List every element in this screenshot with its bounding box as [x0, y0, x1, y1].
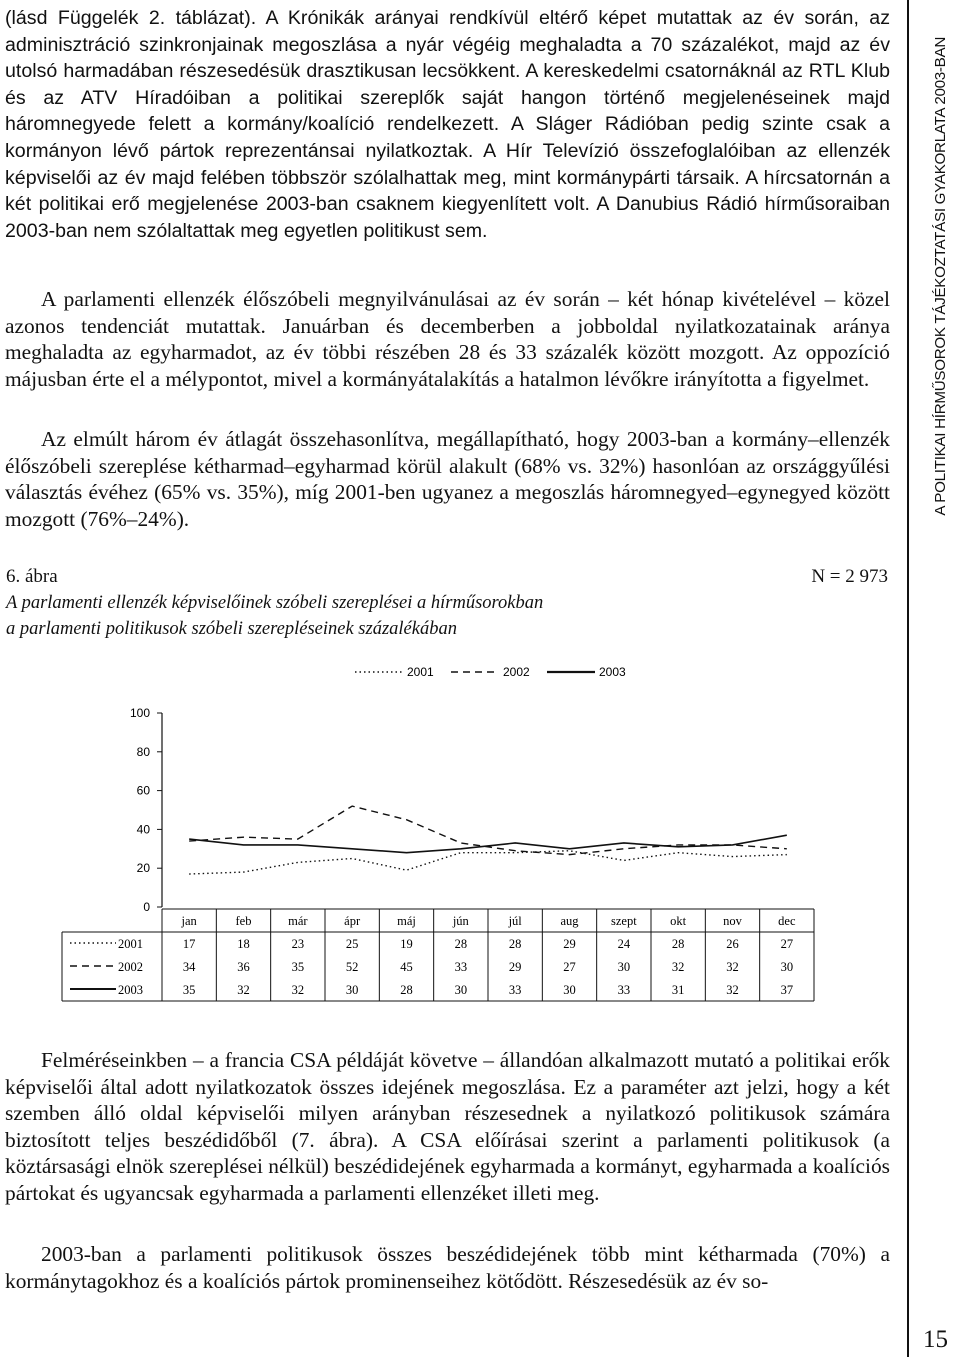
paragraph-3: Az elmúlt három év átlagát összehasonlítva, megállapítható, hogy 2003-ban a kormány–ellenzék élőszóbeli szereplése kétharmad–egyharmad körül alakult (68% vs. 32%) hasonlóan az országgyűlési választás évéhez (65% vs. 35%), míg 2001-ben ugyanez a megoszlás háromnegyed–egynegyed között mozgott (76%–24%). [5, 427, 890, 531]
table-cell-2002: 34 [182, 960, 196, 974]
y-tick-label: 60 [136, 783, 150, 798]
table-cell-2001: 17 [182, 937, 196, 951]
figure-label: 6. ábra [6, 566, 58, 587]
table-cell-2002: 33 [454, 960, 468, 974]
y-tick-label: 80 [136, 744, 150, 759]
x-tick-label: júl [508, 914, 522, 928]
x-tick-label: szept [610, 914, 637, 928]
table-cell-2003: 33 [617, 983, 631, 997]
table-cell-2001: 28 [454, 937, 468, 951]
running-header: A POLITIKAI HÍRMŰSOROK TÁJÉKOZTATÁSI GYAKORLATA 2003-BAN [931, 37, 949, 516]
x-tick-label: jan [181, 914, 197, 928]
table-cell-2002: 36 [237, 960, 250, 974]
table-cell-2003: 32 [237, 983, 250, 997]
table-cell-2003: 30 [563, 983, 576, 997]
x-tick-label: jún [452, 914, 469, 928]
table-cell-2002: 29 [508, 960, 522, 974]
table-row-label-2002: 2002 [118, 960, 143, 974]
table-cell-2003: 28 [400, 983, 413, 997]
table-row-label-2003: 2003 [118, 983, 143, 997]
x-tick-label: okt [670, 914, 687, 928]
y-tick-label: 40 [136, 822, 150, 837]
table-cell-2002: 32 [671, 960, 685, 974]
legend-label-2003: 2003 [599, 665, 626, 679]
figure-sample-size: N = 2 973 [811, 566, 888, 587]
x-tick-label: dec [778, 914, 796, 928]
series-line-2002 [189, 806, 787, 855]
y-tick-label: 100 [129, 706, 150, 720]
x-tick-label: ápr [344, 914, 361, 928]
table-cell-2001: 28 [671, 937, 685, 951]
x-tick-label: máj [397, 914, 416, 928]
margin-rule [907, 0, 909, 1357]
table-cell-2001: 28 [508, 937, 522, 951]
paragraph-2: A parlamenti ellenzék élőszóbeli megnyilvánulásai az év során – két hónap kivételével – közel azonos tendenciát mutattak. Januárban és decemberben a jobboldal nyilatkozatainak aránya meghaladta az egyharmadot, az év többi részében 28 és 33 százalék között mozgott. Az oppozíció májusban érte el a mélypontot, mivel a kormányátalakítás a hatalmon lévőkre irányította a figyelmet. [5, 287, 890, 391]
table-cell-2003: 35 [182, 983, 196, 997]
x-tick-label: nov [723, 914, 742, 928]
table-cell-2001: 23 [291, 937, 305, 951]
legend-label-2001: 2001 [407, 665, 434, 679]
table-cell-2001: 25 [345, 937, 359, 951]
paragraph-5: 2003-ban a parlamenti politikusok összes beszédidejének több mint kétharmada (70%) a kormánytagokhoz és a koalíciós pártok prominenseihez kötődött. Részesedésük az év so- [5, 1242, 890, 1293]
table-cell-2002: 30 [780, 960, 794, 974]
x-tick-label: aug [560, 914, 579, 928]
table-cell-2003: 37 [780, 983, 794, 997]
table-cell-2003: 30 [454, 983, 468, 997]
x-tick-label: feb [235, 914, 252, 928]
figure-subtitle: a parlamenti politikusok szóbeli szerepléseinek százalékában [6, 619, 457, 639]
table-cell-2003: 32 [291, 983, 305, 997]
table-cell-2003: 31 [671, 983, 685, 997]
paragraph-4: Felméréseinkben – a francia CSA példáját követve – állandóan alkalmazott mutató a politikai erők képviselői által adott nyilatkozatok összes idejének megoszlása. Ez a paraméter azt jelzi, hogy a két szemben álló oldal képviselői milyen arányban részesednek a nyilatkozó politikusok számára biztosított teljes beszédidőből (7. ábra). A CSA előírásai szerint a parlamenti politikusok (a köztársasági elnök szereplései nélkül) beszédidejének egyharmada a kormányt, egyharmada a koalíciós pártokat és ugyancsak egyharmada a parlamenti ellenzéket illeti meg. [5, 1048, 890, 1205]
y-tick-label: 0 [143, 900, 150, 914]
table-cell-2002: 30 [617, 960, 631, 974]
table-cell-2003: 33 [508, 983, 522, 997]
table-cell-2001: 27 [780, 937, 794, 951]
y-tick-label: 20 [136, 861, 150, 876]
table-cell-2002: 45 [400, 960, 413, 974]
table-cell-2001: 24 [617, 937, 631, 951]
legend-label-2002: 2002 [503, 665, 530, 679]
line-chart [0, 655, 900, 1015]
table-cell-2001: 19 [400, 937, 413, 951]
table-cell-2003: 32 [726, 983, 739, 997]
table-cell-2001: 26 [726, 937, 739, 951]
series-line-2001 [189, 851, 787, 874]
table-row-label-2001: 2001 [118, 937, 143, 951]
table-cell-2001: 29 [563, 937, 576, 951]
page-number: 15 [923, 1326, 948, 1353]
table-cell-2002: 32 [726, 960, 739, 974]
figure-title: A parlamenti ellenzék képviselőinek szóbeli szereplései a hírműsorokban [6, 593, 544, 613]
table-cell-2002: 27 [563, 960, 576, 974]
x-tick-label: már [288, 914, 308, 928]
table-cell-2002: 35 [291, 960, 305, 974]
table-cell-2001: 18 [237, 937, 250, 951]
table-cell-2002: 52 [345, 960, 359, 974]
paragraph-1: (lásd Függelék 2. táblázat). A Krónikák arányai rendkívül eltérő képet mutattak az év során, az adminisztráció szinkronjainak megoszlása a nyár végéig meghaladta a 70 százalékot, majd az év utolsó harmadában részesedésük drasztikusan lecsökkent. A kereskedelmi csatornáknál az RTL Klub és az ATV Híradóiban a politikai szereplők saját hangon történő megjelenéseinek majd háromnegyede felett a kormány/koalíció rendelkezett. A Sláger Rádióban pedig szinte csak a kormányon lévő pártok reprezentánsai nyilatkoztak. A Hír Televízió összefoglalóiban az ellenzék képviselői az év majd felében többször szólalhattak meg, mint kormánypárti társaik. A hírcsatornán a két politikai erő megjelenése 2003-ban csaknem kiegyenlített volt. A Danubius Rádió hírműsoraiban 2003-ban nem szólaltattak meg egyetlen politikust sem. [5, 7, 890, 242]
table-cell-2003: 30 [345, 983, 359, 997]
